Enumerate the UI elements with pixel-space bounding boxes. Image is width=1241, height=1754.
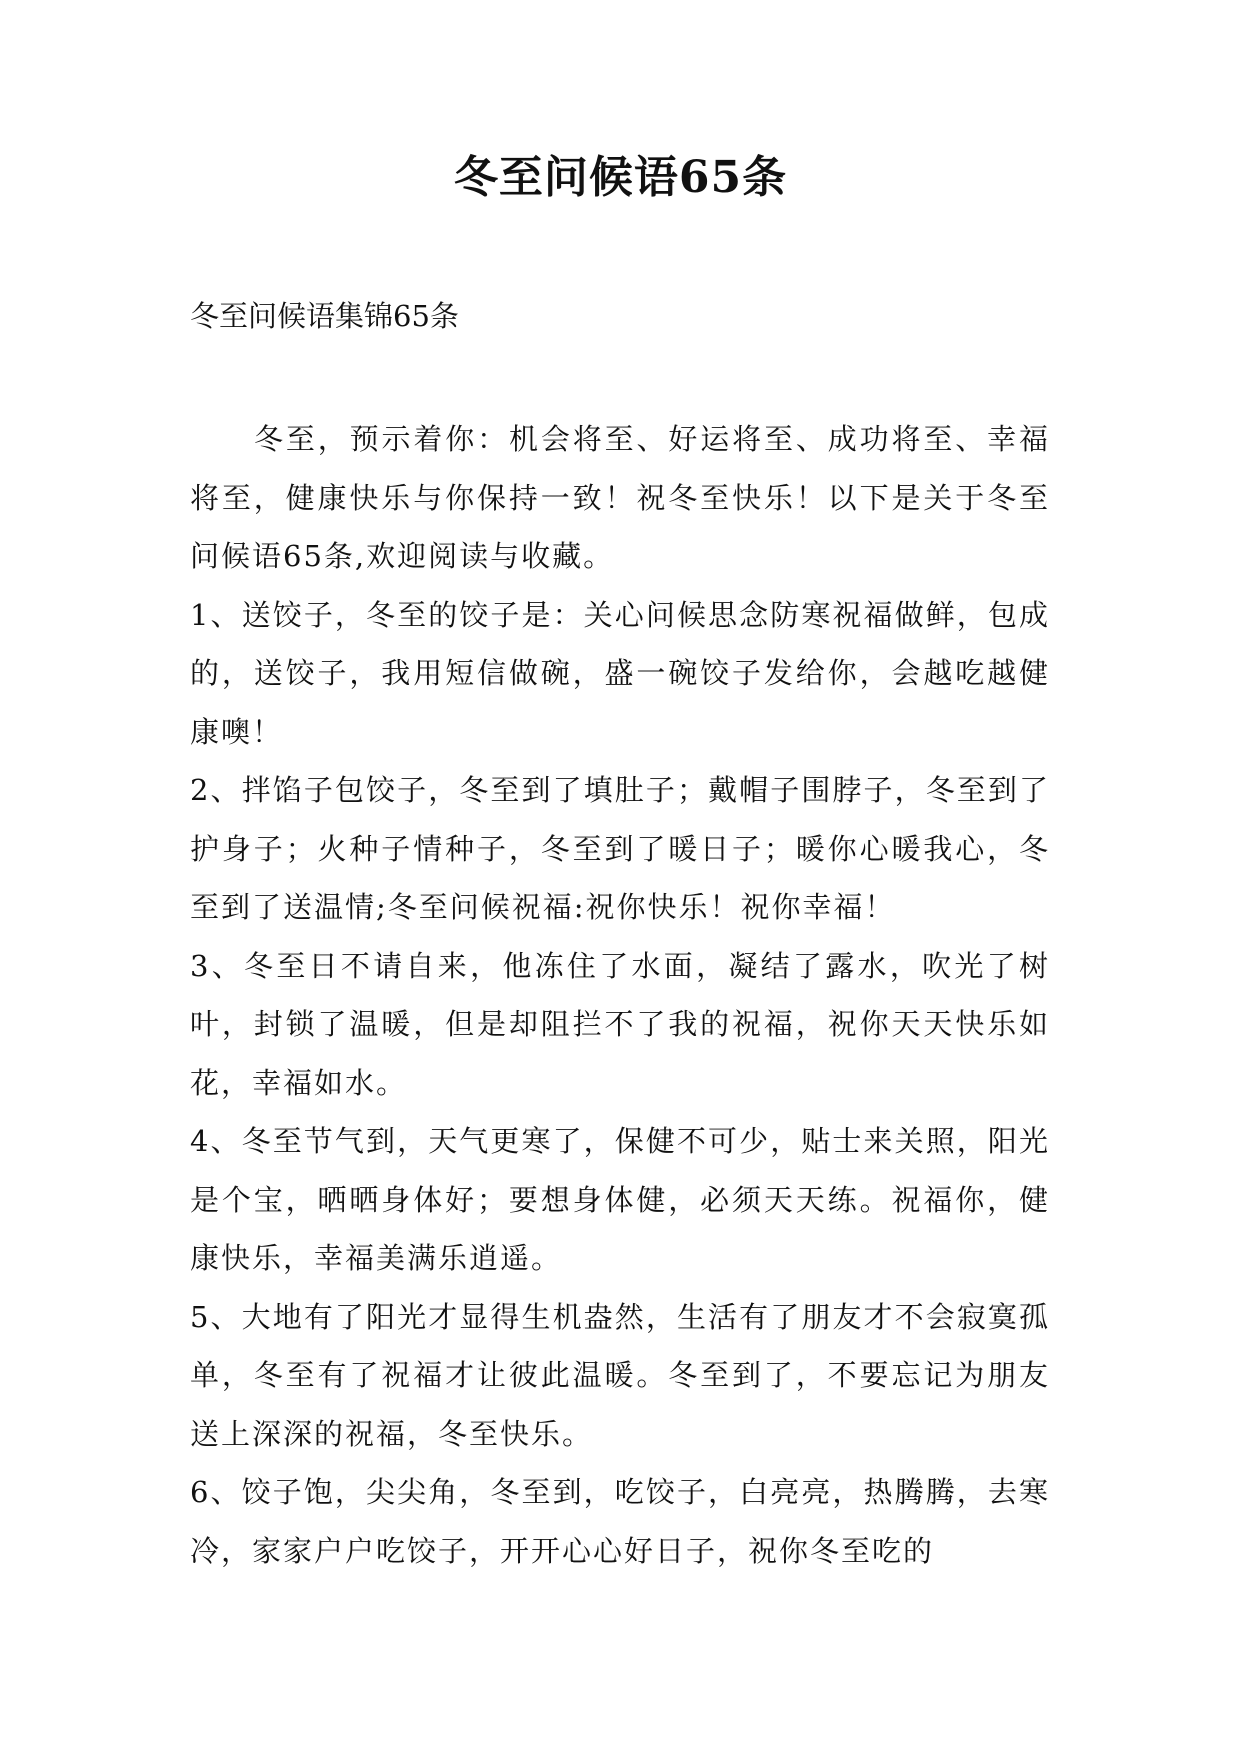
document-subtitle: 冬至问候语集锦65条 xyxy=(190,299,459,333)
list-item: 4、冬至节气到，天气更寒了，保健不可少，贴士来关照，阳光是个宝，晒晒身体好；要想身体健，必须天天练。祝福你，健康快乐，幸福美满乐逍遥。 xyxy=(190,1124,1050,1275)
list-item: 3、冬至日不请自来，他冻住了水面，凝结了露水，吹光了树叶，封锁了温暖，但是却阻拦不了我的祝福，祝你天天快乐如花，幸福如水。 xyxy=(190,948,1050,1100)
list-item: 2、拌馅子包饺子，冬至到了填肚子；戴帽子围脖子，冬至到了护身子；火种子情种子，冬至到了暖日子；暖你心暖我心，冬至到了送温情;冬至问候祝福:祝你快乐！祝你幸福！ xyxy=(190,773,1050,924)
list-item: 6、饺子饱，尖尖角，冬至到，吃饺子，白亮亮，热腾腾，去寒冷，家家户户吃饺子，开开心心好日子，祝你冬至吃的 xyxy=(190,1475,1050,1568)
list-item: 5、大地有了阳光才显得生机盎然，生活有了朋友才不会寂寞孤单，冬至有了祝福才让彼此温暖。冬至到了，不要忘记为朋友送上深深的祝福，冬至快乐。 xyxy=(190,1299,1050,1451)
document-body xyxy=(190,410,1050,1580)
list-item: 1、送饺子，冬至的饺子是：关心问候思念防寒祝福做鲜，包成的，送饺子，我用短信做碗，盛一碗饺子发给你，会越吃越健康噢！ xyxy=(190,597,1050,749)
intro-paragraph: 冬至，预示着你：机会将至、好运将至、成功将至、幸福将至，健康快乐与你保持一致！祝冬至快乐！以下是关于冬至问候语65条,欢迎阅读与收藏。 xyxy=(190,422,1050,573)
document-title: 冬至问候语65条 xyxy=(453,152,788,203)
